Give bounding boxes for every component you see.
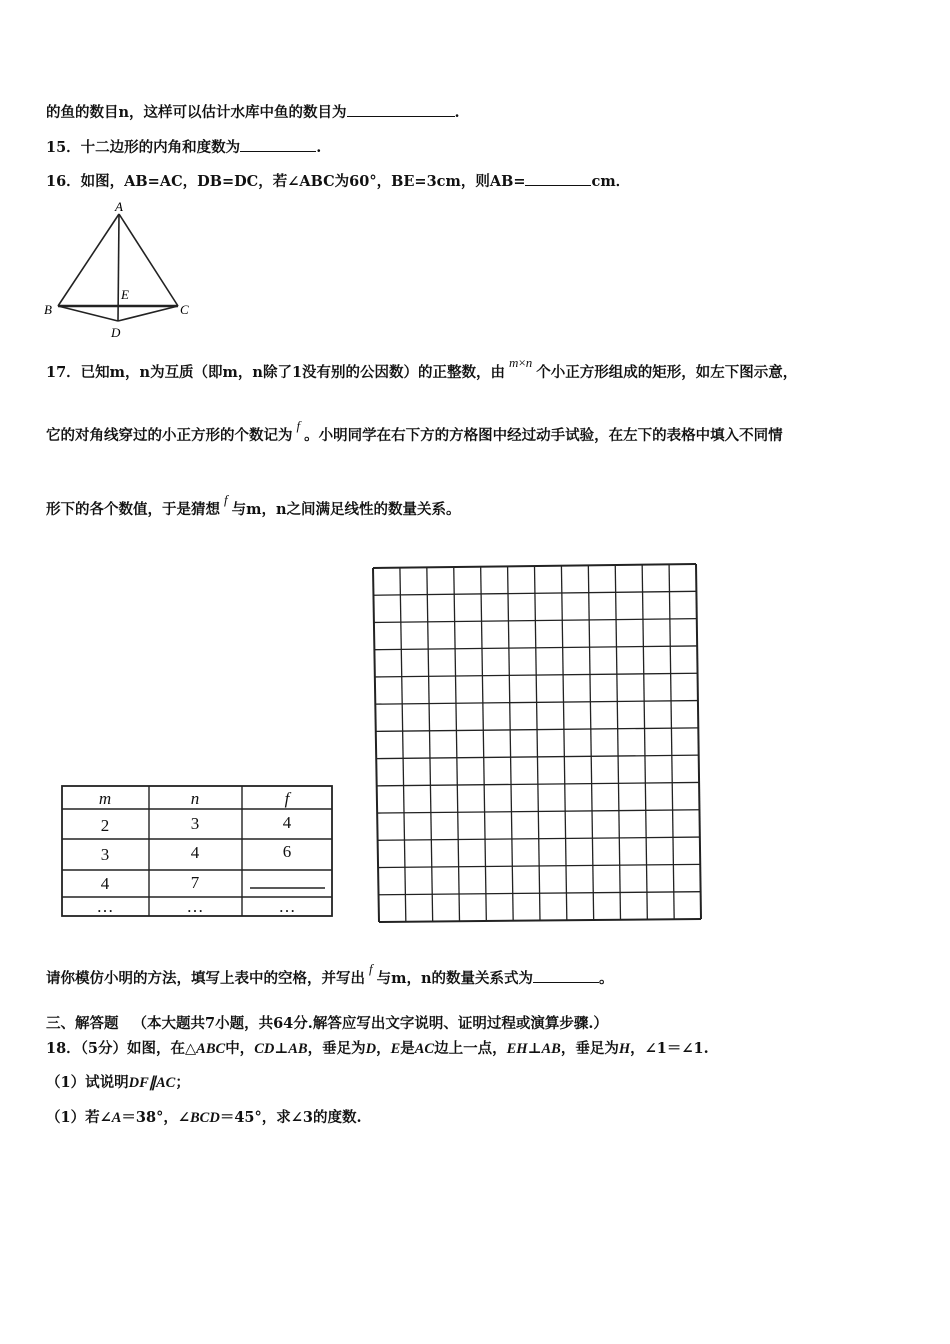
- label-e: E: [121, 287, 129, 302]
- question-18-part2: [46, 1108, 362, 1128]
- header-n: n: [190, 789, 200, 808]
- section-3-heading: [46, 1014, 608, 1034]
- cell-n-1: 3: [190, 814, 200, 833]
- q14-text: 的鱼的数目n，这样可以估计水库中鱼的数目为: [46, 104, 347, 121]
- q18-2-text: ＝45°，求∠3的度数.: [219, 1109, 362, 1126]
- q18-text: ，垂足为: [560, 1040, 619, 1057]
- q17-line4-a: 请你模仿小明的方法，填写上表中的空格，并写出: [46, 970, 365, 987]
- question-17-line4: [46, 961, 614, 989]
- segment-ad: [118, 214, 119, 321]
- grid-vertical-line: [481, 567, 487, 921]
- math-f: f: [224, 492, 228, 507]
- q18-1-math: DF∥AC: [128, 1075, 176, 1091]
- q18-2-text: （1）若∠: [46, 1109, 112, 1126]
- label-b: B: [44, 302, 52, 317]
- q18-1-text: （1）试说明: [46, 1074, 129, 1091]
- q18-math: AB: [541, 1041, 561, 1057]
- q16-text: 16．如图，AB=AC，DB=DC，若∠ABC为60°，BE=3cm，则AB=: [46, 173, 526, 190]
- answer-blank-q16[interactable]: [525, 170, 591, 186]
- q18-text: ⊥: [274, 1040, 289, 1057]
- grid-vertical-line: [400, 568, 406, 922]
- grid-vertical-line: [615, 565, 620, 920]
- question-15: [46, 136, 321, 158]
- grid-vertical-line: [508, 566, 514, 920]
- q15-end: .: [316, 139, 322, 156]
- question-18-part1: [46, 1073, 190, 1093]
- q18-text: ，∠1＝∠1.: [630, 1040, 709, 1057]
- math-f: f: [369, 961, 373, 976]
- question-17-line3: [46, 492, 461, 520]
- q18-math: ABC: [196, 1041, 226, 1057]
- question-16: [46, 170, 630, 192]
- section-title: 三、解答题: [46, 1015, 119, 1032]
- cell-f-2: 6: [282, 842, 292, 861]
- q18-math: D: [365, 1041, 377, 1057]
- cell-n-4: …: [186, 897, 204, 916]
- question-18: [46, 1039, 709, 1059]
- q18-math: CD: [254, 1041, 275, 1057]
- q18-math: AB: [288, 1041, 308, 1057]
- section-note: （本大题共7小题，共64分.解答应写出文字说明、证明过程或演算步骤.）: [132, 1015, 608, 1032]
- grid-vertical-line: [696, 564, 701, 919]
- q18-math: H: [618, 1041, 631, 1057]
- cell-n-2: 4: [190, 843, 200, 862]
- q17-line1-a: 17．已知m，n为互质（即m，n除了1没有别的公因数）的正整数，由: [46, 364, 506, 381]
- grid-vertical-line: [561, 566, 566, 921]
- q17-line2-b: 。小明同学在右下方的方格图中经过动手试验，在左下的表格中填入不同情: [304, 427, 783, 444]
- grid-vertical-line: [454, 567, 460, 921]
- segment-bd: [58, 306, 118, 321]
- segment-cd: [118, 306, 178, 321]
- cell-m-2: 3: [100, 845, 110, 864]
- q18-2-text: ＝38°，∠: [121, 1109, 190, 1126]
- question-17-line2: [46, 418, 783, 446]
- q17-line3-a: 形下的各个数值，于是猜想: [46, 501, 220, 518]
- q18-1-text: ；: [175, 1074, 190, 1091]
- cell-f-4: …: [278, 897, 296, 916]
- q18-text: ，垂足为: [307, 1040, 366, 1057]
- header-f: f: [284, 789, 290, 808]
- q17-line1-b: 个小正方形组成的矩形，如左下图示意，: [536, 364, 798, 381]
- q16-end: cm．: [591, 173, 631, 190]
- cell-f-1: 4: [282, 813, 292, 832]
- grid-vertical-line: [588, 565, 593, 920]
- header-m: m: [98, 789, 112, 808]
- q17-line4-end: 。: [599, 970, 614, 987]
- cell-m-4: …: [96, 897, 114, 916]
- q18-text: ，: [376, 1040, 391, 1057]
- math-m-times-n: [509, 355, 532, 370]
- grid-paper[interactable]: [368, 560, 708, 930]
- math-m: m: [509, 355, 519, 370]
- q18-2-math: A: [111, 1110, 122, 1126]
- grid-vertical-line: [642, 565, 647, 920]
- q18-text: 是: [400, 1040, 415, 1057]
- math-n: n: [525, 355, 533, 370]
- grid-vertical-line: [669, 564, 674, 919]
- q18-text: 中，: [225, 1040, 255, 1057]
- triangle-figure-16: [40, 198, 200, 343]
- question-14-tail: [46, 101, 460, 123]
- q18-2-math: BCD: [190, 1110, 220, 1126]
- q18-math: EH: [506, 1041, 528, 1057]
- question-17-line1: [46, 355, 798, 383]
- q14-end: .: [454, 104, 460, 121]
- q18-text: 边上一点，: [434, 1040, 507, 1057]
- answer-blank-q14[interactable]: [347, 101, 455, 117]
- label-c: C: [180, 302, 189, 317]
- cell-m-1: 2: [100, 816, 110, 835]
- q15-text: 15．十二边形的内角和度数为: [46, 139, 241, 156]
- q17-line3-b: 与m，n之间满足线性的数量关系。: [231, 501, 461, 518]
- q18-math: E: [390, 1041, 401, 1057]
- label-d: D: [111, 325, 121, 340]
- segment-ab: [58, 214, 119, 306]
- q17-line2-a: 它的对角线穿过的小正方形的个数记为: [46, 427, 293, 444]
- data-table-17: [60, 784, 336, 920]
- grid-vertical-line: [427, 567, 433, 921]
- cell-m-3: 4: [100, 874, 110, 893]
- grid-vertical-line: [373, 568, 379, 922]
- math-times: ×: [518, 355, 526, 370]
- answer-blank-q15[interactable]: [240, 136, 316, 152]
- q18-text: 18．（5分）如图，在△: [46, 1040, 197, 1057]
- grid-vertical-line: [535, 566, 541, 921]
- cell-n-3: 7: [190, 873, 200, 892]
- label-a: A: [115, 199, 123, 214]
- answer-blank-q17[interactable]: [533, 967, 599, 983]
- q17-line4-b: 与m，n的数量关系式为: [376, 970, 534, 987]
- q18-text: ⊥: [527, 1040, 542, 1057]
- math-f: f: [296, 418, 301, 433]
- q18-math: AC: [414, 1041, 435, 1057]
